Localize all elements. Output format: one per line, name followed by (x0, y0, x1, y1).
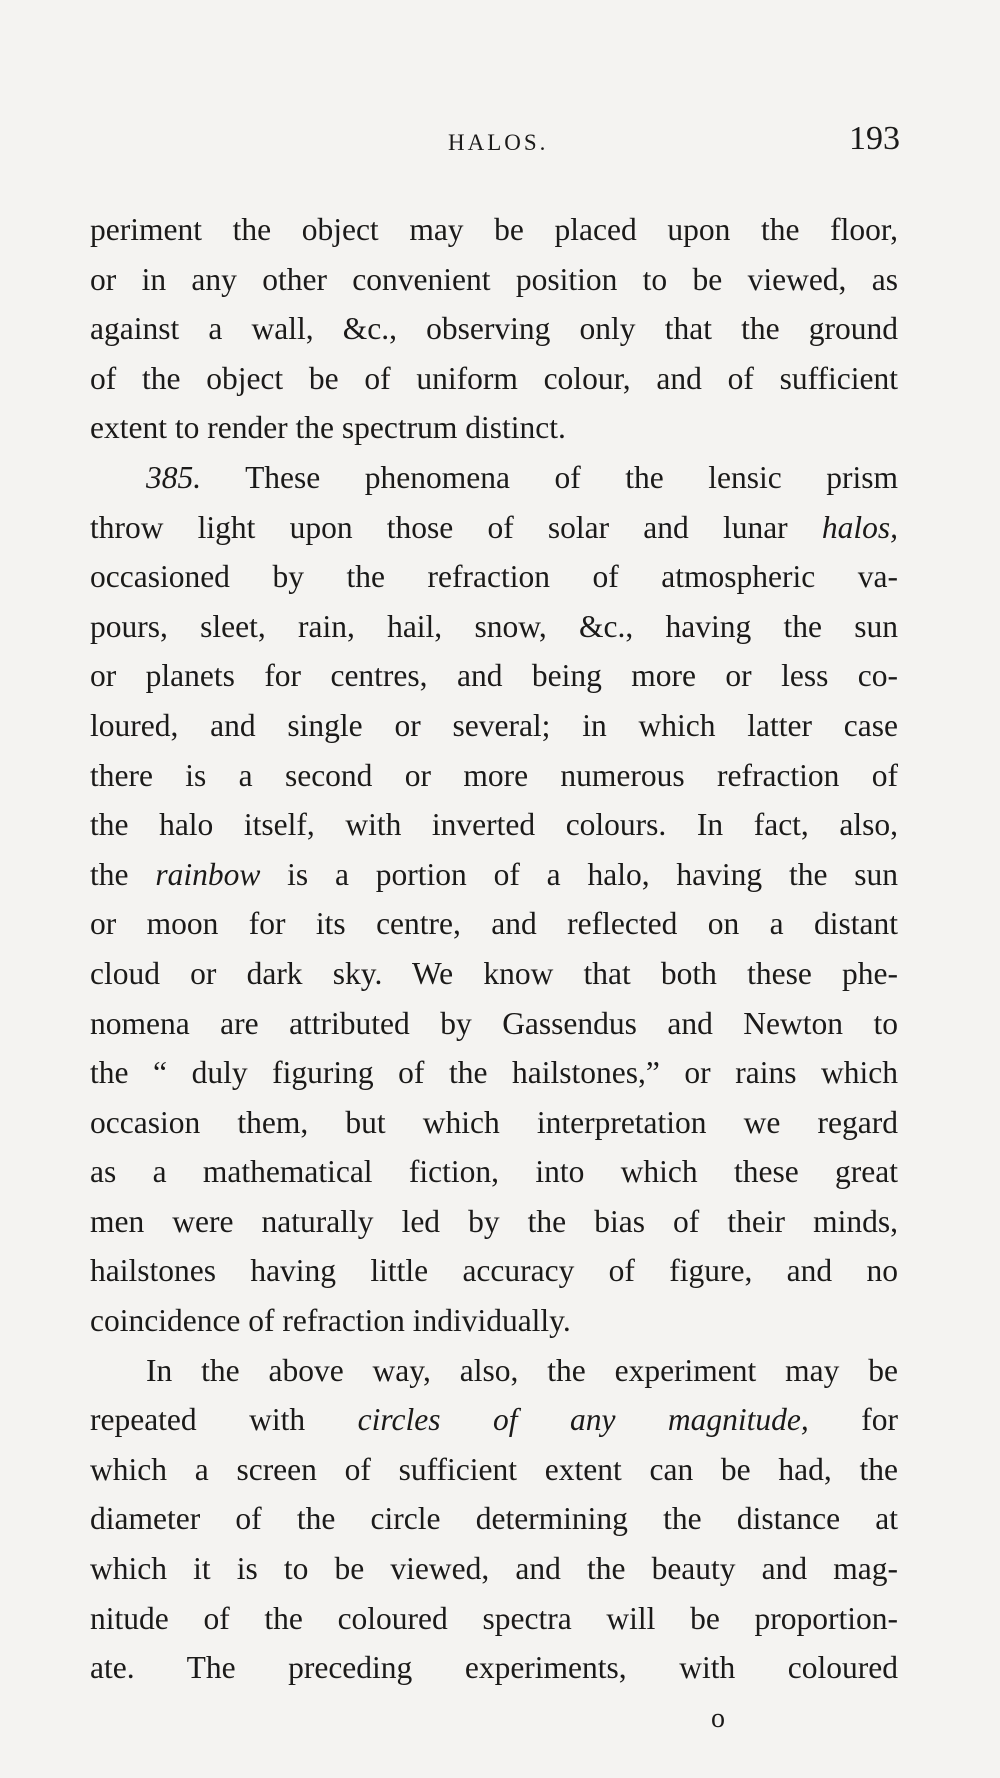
text-fragment: for (808, 1402, 899, 1438)
text-line: of the object be of uniform colour, and of sufficient (90, 360, 898, 396)
running-title: HALOS. (448, 130, 549, 155)
text-line: diameter of the circle determining the distance at (90, 1501, 898, 1537)
text-line: or moon for its centre, and reflected on a distant (90, 906, 898, 942)
text-line: coincidence of refraction individually. (90, 1303, 571, 1339)
section-number: 385. (146, 459, 202, 495)
text-line: nomena are attributed by Gassendus and Newton to (90, 1005, 898, 1041)
emphasized-term: circles of any magnitude, (357, 1402, 809, 1438)
text-line: nitude of the coloured spectra will be proportion- (90, 1600, 898, 1636)
text-line: which it is to be viewed, and the beauty and mag- (90, 1551, 898, 1587)
text-line: periment the object may be placed upon the floor, (90, 212, 898, 247)
text-line: men were naturally led by the bias of their minds, (90, 1203, 898, 1239)
text-line: or planets for centres, and being more or less co- (90, 658, 898, 694)
text-line: the halo itself, with inverted colours. In fact, also, (90, 807, 898, 843)
text-fragment: the (90, 856, 156, 892)
text-line: against a wall, &c., observing only that the ground (90, 311, 898, 347)
text-line-paragraph-start: In the above way, also, the experiment may be (146, 1352, 898, 1388)
text-line: loured, and single or several; in which latter case (90, 707, 898, 743)
emphasized-term: rainbow (155, 856, 261, 892)
text-line: pours, sleet, rain, hail, snow, &c., having the sun (90, 608, 898, 644)
text-line: there is a second or more numerous refraction of (90, 757, 898, 793)
text-line: which a screen of sufficient extent can be had, the (90, 1451, 898, 1487)
page-number: 193 (849, 120, 900, 157)
body-text (90, 205, 898, 1693)
text-fragment: is a portion of a halo, having the sun (260, 856, 899, 892)
text-line: occasion them, but which interpretation we regard (90, 1104, 898, 1140)
text-line: ate. The preceding experiments, with coloured (90, 1650, 898, 1686)
text-line: hailstones having little accuracy of figure, and no (90, 1253, 898, 1289)
text-line: cloud or dark sky. We know that both these phe- (90, 955, 898, 991)
text-line (90, 850, 898, 900)
text-line-paragraph-start (90, 453, 898, 503)
signature-mark: o (711, 1703, 725, 1734)
text-line: as a mathematical fiction, into which these great (90, 1154, 898, 1190)
text-fragment: throw light upon those of solar and lunar (90, 509, 822, 545)
running-head (0, 120, 1000, 160)
text-line (90, 503, 898, 553)
text-line: or in any other convenient position to be viewed, as (90, 261, 898, 297)
text-fragment: repeated with (90, 1402, 358, 1438)
text-line: occasioned by the refraction of atmospheric va- (90, 559, 898, 595)
emphasized-term: halos, (821, 509, 898, 545)
text-line: extent to render the spectrum distinct. (90, 410, 566, 446)
text-fragment: These phenomena of the lensic prism (201, 459, 898, 495)
text-line (90, 1395, 898, 1445)
text-line: the “ duly figuring of the hailstones,” or rains which (90, 1055, 898, 1091)
